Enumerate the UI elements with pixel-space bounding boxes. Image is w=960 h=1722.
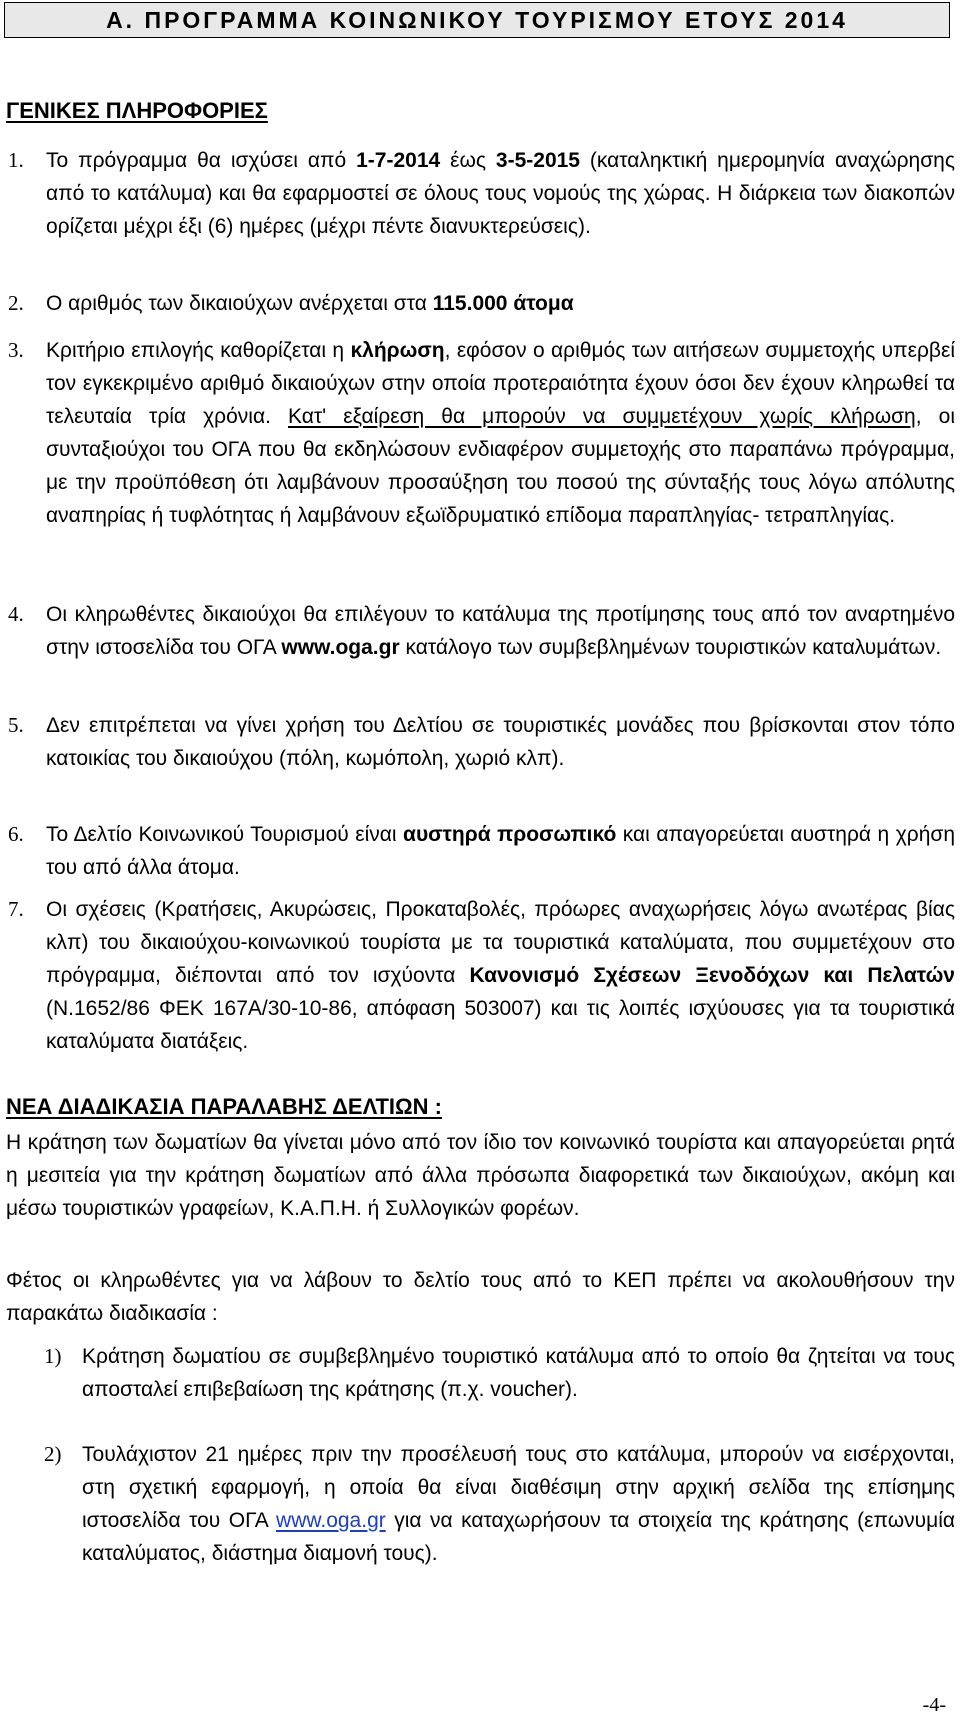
item-text: Οι κληρωθέντες δικαιούχοι θα επιλέγουν το κατάλυμα της προτίμησης τους από τον αναρτημένο στην ιστοσελίδα του ΟΓΑ www.oga.gr κατάλογο των συμβεβλημένων τουριστικών καταλυμάτων. (46, 603, 955, 659)
step-item (44, 1438, 955, 1570)
step-number: 2) (44, 1442, 62, 1466)
general-info-heading: ΓΕΝΙΚΕΣ ΠΛΗΡΟΦΟΡΙΕΣ (6, 98, 268, 123)
step-text: Κράτηση δωματίου σε συμβεβλημένο τουριστικό κατάλυμα από το οποίο θα ζητείται να τους αποσταλεί επιβεβαίωση της κράτησης (π.χ. voucher). (82, 1345, 955, 1401)
item-text: Κριτήριο επιλογής καθορίζεται η κλήρωση, εφόσον ο αριθμός των αιτήσεων συμμετοχής υπερβεί τον εγκεκριμένο αριθμό δικαιούχων στην οποία προτεραιότητα έχουν όσοι δεν έχουν κληρωθεί τα τελευταία τρία χρόνια. Κατ' εξαίρεση θα μπορούν να συμμετέχουν χωρίς κλήρωση, οι συνταξιούχοι του ΟΓΑ που θα εκδηλώσουν ενδιαφέρον συμμετοχής στο παραπάνω πρόγραμμα, με την προϋπόθεση ότι λαμβάνουν προσαύξηση του ποσού της σύνταξής τους λόγω απόλυτης αναπηρίας ή τυφλότητας ή λαμβάνουν εξωϊδρυματικό επίδομα παραπληγίας- τετραπληγίας. (46, 339, 956, 527)
list-item (8, 287, 955, 320)
item-number: 4. (8, 602, 24, 626)
document-title: Α. ΠΡΟΓΡΑΜΜΑ ΚΟΙΝΩΝΙΚΟΥ ΤΟΥΡΙΣΜΟΥ ΕΤΟΥΣ 2014 (4, 2, 950, 38)
page-number: -4- (922, 1694, 946, 1716)
list-item (8, 598, 955, 664)
list-item (8, 334, 955, 532)
item-text: Το Δελτίο Κοινωνικού Τουρισμού είναι αυστηρά προσωπικό και απαγορεύεται αυστηρά η χρήση του από άλλα άτομα. (46, 823, 956, 879)
item-number: 1. (8, 148, 24, 172)
procedure-paragraph: Φέτος οι κληρωθέντες για να λάβουν το δελτίο τους από το ΚΕΠ πρέπει να ακολουθήσουν την παρακάτω διαδικασία : (6, 1269, 955, 1325)
item-text: Το πρόγραμμα θα ισχύσει από 1-7-2014 έως 3-5-2015 (καταληκτική ημερομηνία αναχώρησης από το κατάλυμα) και θα εφαρμοστεί σε όλους τους νομούς της χώρας. Η διάρκεια των διακοπών ορίζεται μέχρι έξι (6) ημέρες (μέχρι πέντε διανυκτερεύσεις). (46, 149, 955, 238)
item-text: Δεν επιτρέπεται να γίνει χρήση του Δελτίου σε τουριστικές μονάδες που βρίσκονται στον τόπο κατοικίας του δικαιούχου (πόλη, κωμόπολη, χωριό κλπ). (46, 714, 955, 770)
item-number: 5. (8, 713, 24, 737)
procedure-heading: ΝΕΑ ΔΙΑΔΙΚΑΣΙΑ ΠΑΡΑΛΑΒΗΣ ΔΕΛΤΙΩΝ : (6, 1094, 442, 1119)
list-item (8, 709, 955, 775)
list-item (8, 893, 955, 1058)
item-number: 3. (8, 338, 24, 362)
list-item (8, 144, 955, 243)
procedure-paragraph: Η κράτηση των δωματίων θα γίνεται μόνο από τον ίδιο τον κοινωνικό τουρίστα και απαγορεύεται ρητά η μεσιτεία για την κράτηση δωματίων από άλλα πρόσωπα διαφορετικά των δικαιούχων, ακόμη και μέσω τουριστικών γραφείων, Κ.Α.Π.Η. ή Συλλογικών φορέων. (6, 1131, 955, 1220)
step-number: 1) (44, 1344, 62, 1368)
item-number: 6. (8, 822, 24, 846)
item-text: Οι σχέσεις (Κρατήσεις, Ακυρώσεις, Προκαταβολές, πρόωρες αναχωρήσεις λόγω ανωτέρας βίας κλπ) του δικαιούχου-κοινωνικού τουρίστα με τα τουριστικά καταλύματα, που συμμετέχουν στο πρόγραμμα, διέπονται από τον ισχύοντα Κανονισμό Σχέσεων Ξενοδόχων και Πελατών (Ν.1652/86 ΦΕΚ 167Α/30-10-86, απόφαση 503007) και τις λοιπές ισχύουσες για τα τουριστικά καταλύματα διατάξεις. (46, 898, 955, 1053)
item-number: 7. (8, 897, 24, 921)
list-item (8, 818, 955, 884)
item-number: 2. (8, 291, 24, 315)
oga-link[interactable]: www.oga.gr (276, 1509, 386, 1532)
step-item (44, 1340, 955, 1406)
step-text: Τουλάχιστον 21 ημέρες πριν την προσέλευσή τους στο κατάλυμα, μπορούν να εισέρχονται, στη σχετική εφαρμογή, η οποία θα είναι διαθέσιμη στην αρχική σελίδα της επίσημης ιστοσελίδα του ΟΓΑ www.oga.gr για να καταχωρήσουν τα στοιχεία της κράτησης (επωνυμία καταλύματος, διάστημα διαμονή τους). (82, 1443, 955, 1565)
item-text: Ο αριθμός των δικαιούχων ανέρχεται στα 115.000 άτομα (46, 292, 574, 315)
